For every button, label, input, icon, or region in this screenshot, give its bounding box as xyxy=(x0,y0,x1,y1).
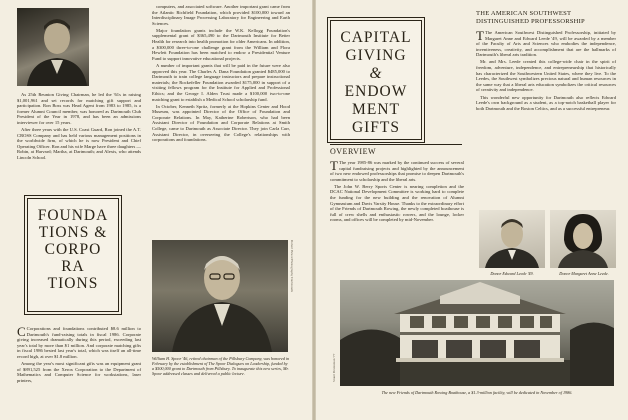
title-line: GIVING xyxy=(345,47,407,64)
margaret-figure xyxy=(550,210,616,268)
heading-line: THE AMERICAN SOUTHWEST xyxy=(476,10,572,17)
paragraph: After three years with the U.S. Coast Guard, Ron joined the A.T. CROSS Company and has held various management positions in the worldwide firm, of which he is now President and Chief Operating Officer. Ron and his wife Marge have three daughters — Robin, at Harvard; Martha, at Dartmouth; and Alexis, who attends Lincoln School. xyxy=(17,127,141,161)
paragraph xyxy=(17,326,141,360)
left-page xyxy=(0,0,312,420)
paragraph: A number of important grants that will be paid in the future were also approved this year. The Charles A. Dana Foundation granted $485,000 to Dartmouth to train college language instructors and prepare instructional materials; the Rockefeller Foundation awarded $175,000 in support of a visiting fellows program for the Institute for Applied and Professional Ethics; and the George I. Alden Trust made a $100,000 two-to-one matching grant to establish a Medical School scholarship fund. xyxy=(152,62,290,102)
edward-figure xyxy=(479,210,545,268)
title-line: TIONS xyxy=(47,275,99,292)
professorship-column xyxy=(476,30,616,113)
portrait-photo-ron-boss xyxy=(17,8,89,86)
paragraph-text: The year 1985-86 was marked by the continued success of several capital fundraising projects and highlighted by the announcement of two new endowed professorships that promise to deepen Dartmouth's commitment to scholarship and the liberal arts. xyxy=(330,160,464,182)
portrait-figure xyxy=(17,8,89,86)
title-line: FOUNDA xyxy=(37,207,109,224)
paragraph: Mr. and Mrs. Leede created this college-wide chair in the spirit of freedom, adventure, independence, and entrepreneurship that historically has characterized the Southwestern United States, where they live. To the Leedes, the Southwest symbolizes precious natural and human resources in the same way that a liberal arts education symbolizes the critical resources of creativity and independence. xyxy=(476,59,616,93)
title-line: & xyxy=(369,65,383,82)
photo-william-spoor xyxy=(152,240,288,352)
title-line: ENDOW xyxy=(344,83,408,100)
boathouse-caption: The new Friends of Dartmouth Rowing Boathouse, a $1.3-million facility, will be dedicated in November of 1986. xyxy=(381,390,573,395)
overview-column xyxy=(330,160,464,225)
paragraph-text: The American Southwest Distinguished Professorship, initiated by Margaret Anne and Edward Leede '49, will be awarded by a member of the Faculty of Arts and Sciences who embodies the independence, inventiveness, creativity, and accomplishment that are the hallmarks of Dartmouth's liberal arts tradition. xyxy=(476,30,616,58)
spoor-caption: William H. Spoor '46, retired chairman of the Pillsbury Company, was honored in February by the establishment of The Spoor Dialogues on Leadership, funded by a $500,000 grant to Dartmouth from Pillsbury. To inaugurate this new series, Mr. Spoor addressed classes and delivered a public lecture. xyxy=(152,356,290,376)
caption-edward-leede: Donor Edward Leede '49. xyxy=(490,271,534,276)
heading-line: DISTINGUISHED PROFESSORSHIP xyxy=(476,18,585,25)
caption-margaret-leede: Donor Margaret Anne Leede. xyxy=(559,271,609,276)
paragraph: Major foundation grants include the W.K. Kellogg Foundation's supplemental grant of $365,490 to the Dartmouth Institute for Better Health for research into health promotion for older Americans. In addition, a $300,000 three-to-one challenge grant from the William and Flora Hewlett Foundation has been matched to endow a Presidential Venture Fund to support innovative educational projects. xyxy=(152,27,290,61)
paragraph: As 25th Reunion Giving Chairman, he led the '61s in raising $1,001,961 and set records for matching gift support and participation. Ron Boss was Head Agent from 1983 to 1985, is a former Alumni Council member, was honored as Dartmouth Club President of the Year in 1978, and has been an admissions interviewer for over 15 years. xyxy=(17,92,141,125)
left-column-2 xyxy=(152,4,290,144)
paragraph xyxy=(330,160,464,182)
title-line: CORPO xyxy=(44,241,102,258)
section-title-foundations-corporations xyxy=(27,198,119,312)
overview-heading: OVERVIEW xyxy=(330,147,377,156)
paragraph: In October, Kenneth Spritz, formerly at the Hopkins Center and Hood Museum, was appointed Director of the Office of Foundation and Corporate Relations. In May, Katherine Robertson, who had been Assistant Director of Foundation and Corporate Relations at Smith College, came to Dartmouth as Associate Director. They join Carla Carr, Assistant Director, in overseeing the College's relationships with corporations and foundations. xyxy=(152,103,290,143)
title-line: RA xyxy=(61,258,85,275)
drop-cap: T xyxy=(476,28,484,43)
paragraph: Among the year's most significant gifts was an equipment grant of $891,525 from the Xerox Corporation to the Department of Mathematics and Computer Science for workstations, laser printers, xyxy=(17,361,141,383)
title-line: MENT xyxy=(352,101,400,118)
boathouse-photo-credit: Stuart Bratesman '77 xyxy=(332,353,336,382)
overview-rule xyxy=(330,144,462,145)
drop-cap: C xyxy=(17,324,26,339)
title-line: GIFTS xyxy=(351,119,401,136)
photo-credit: Robert Bruce/Photography Dartmouth xyxy=(290,240,294,292)
paragraph: The John W. Berry Sports Center is nearing completion and the DCAC National Development Committee is working hard to complete the funding for the new building and the renovation of Alumni Gymnasium and Davis Varsity House. Thanks to the extraordinary effort of the Friends of Dartmouth Rowing, the newly completed boathouse is full of crew shells and enthusiastic rowers, and the lounge, locker rooms, and offices will be completed by mid-November. xyxy=(330,183,464,223)
section-title-capital-giving xyxy=(330,20,422,140)
paragraph: This wonderful new opportunity for Dartmouth also reflects Edward Leede's own background as a student, as a top-notch basketball player for both Dartmouth and the Boston Celtics, and as a successful entrepreneur. xyxy=(476,94,616,111)
professorship-heading xyxy=(476,10,616,26)
boathouse-illustration xyxy=(340,280,614,386)
spoor-figure xyxy=(152,240,288,352)
paragraph xyxy=(476,30,616,58)
photo-edward-leede xyxy=(479,210,545,268)
title-line: CAPITAL xyxy=(340,29,412,46)
photo-margaret-anne-leede xyxy=(550,210,616,268)
paragraph-text: Corporations and foundations contributed $8.6 million to Dartmouth's fund-raising totals in fiscal 1986. Corporate giving increased dramatically during this period, exceeding last year's total by more than $1 million. And corporate matching gifts in fiscal 1986 bested last year's total, which was itself an all-time record high, at over $1.8 million. xyxy=(17,326,141,359)
title-line: TIONS & xyxy=(38,224,108,241)
paragraph: computers, and associated software. Another important grant came from the Atlantic Richfield Foundation, which provided $100,000 toward an Interdisciplinary Image Processing Laboratory for Engineering and Earth Sciences. xyxy=(152,4,290,26)
photo-boathouse xyxy=(340,280,614,386)
drop-cap: T xyxy=(330,158,338,173)
left-bottom-column-1 xyxy=(17,326,141,385)
left-top-column-1 xyxy=(17,92,141,162)
right-page xyxy=(316,0,628,420)
